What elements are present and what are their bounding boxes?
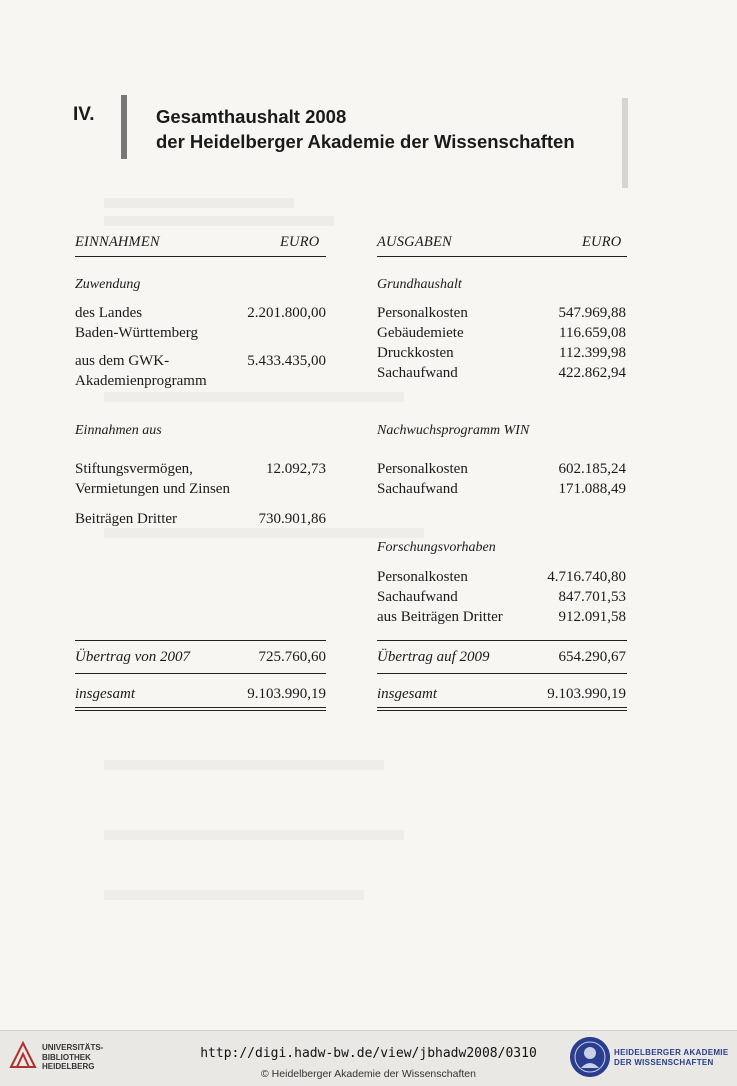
expenses-row-label: aus Beiträgen Dritter (377, 609, 503, 625)
expenses-total-value: 9.103.990,19 (547, 686, 626, 702)
income-section-other: Einnahmen aus (75, 423, 162, 438)
expenses-row-value: 847.701,53 (558, 589, 626, 605)
library-name-line: BIBLIOTHEK (42, 1052, 91, 1062)
section-number: IV. (73, 104, 95, 125)
income-row-label: Baden-Württemberg (75, 325, 199, 341)
bleed-through-line (104, 216, 334, 226)
expenses-section-win: Nachwuchsprogramm WIN (377, 423, 530, 438)
income-header-currency: EURO (280, 234, 320, 250)
income-total-value: 9.103.990,19 (247, 686, 326, 702)
page-title (156, 104, 575, 154)
section-bar (121, 95, 127, 159)
expenses-header-label: AUSGABEN (377, 234, 452, 250)
income-row-label: des Landes (75, 305, 143, 321)
expenses-row-label: Sachaufwand (377, 481, 458, 497)
bleed-through-line (104, 198, 294, 208)
academy-name (614, 1048, 728, 1068)
income-total-double-rule (75, 707, 326, 711)
income-total-label: insgesamt (75, 686, 135, 702)
income-row-label: Beiträgen Dritter (75, 511, 178, 527)
income-total-rule (75, 673, 326, 674)
expenses-total-double-rule (377, 707, 627, 711)
income-row-value: 12.092,73 (266, 461, 326, 477)
income-section-grant: Zuwendung (75, 277, 141, 292)
bleed-through-bar (622, 98, 628, 188)
income-carry-value: 725.760,60 (258, 649, 326, 665)
expenses-row-label: Gebäudemiete (377, 325, 464, 341)
expenses-total-label: insgesamt (377, 686, 437, 702)
library-name-line: HEIDELBERG (42, 1062, 95, 1071)
expenses-row-value: 547.969,88 (558, 305, 626, 321)
viewer-footer (0, 1030, 737, 1086)
income-row-label: Akademienprogramm (75, 373, 207, 389)
copyright-notice: © Heidelberger Akademie der Wissenschaften (261, 1068, 476, 1080)
income-row-label: aus dem GWK- (75, 353, 170, 369)
expenses-carry-rule (377, 640, 627, 641)
expenses-row-value: 171.088,49 (558, 481, 626, 497)
income-row-value: 730.901,86 (258, 511, 326, 527)
expenses-section-base: Grundhaushalt (377, 277, 462, 292)
bleed-through-line (104, 528, 424, 538)
bleed-through-line (104, 830, 404, 840)
academy-name-line: DER WISSENSCHAFTEN (614, 1058, 714, 1067)
expenses-row-value: 422.862,94 (558, 365, 626, 381)
academy-logo-icon (570, 1037, 610, 1077)
expenses-row-value: 912.091,58 (558, 609, 626, 625)
expenses-row-value: 112.399,98 (559, 345, 626, 361)
income-carry-label: Übertrag von 2007 (75, 649, 190, 665)
expenses-row-label: Sachaufwand (377, 365, 458, 381)
income-carry-rule (75, 640, 326, 641)
expenses-header-rule (377, 256, 627, 257)
income-row-value: 2.201.800,00 (247, 305, 326, 321)
income-row-label: Stiftungsvermögen, (75, 461, 193, 477)
income-row-label: Vermietungen und Zinsen (75, 481, 230, 497)
income-row-value: 5.433.435,00 (247, 353, 326, 369)
bleed-through-line (104, 392, 404, 402)
expenses-total-rule (377, 673, 627, 674)
expenses-row-label: Druckkosten (377, 345, 454, 361)
expenses-row-value: 116.659,08 (559, 325, 626, 341)
expenses-row-label: Personalkosten (377, 461, 468, 477)
title-line-2: der Heidelberger Akademie der Wissenschaften (156, 131, 575, 152)
title-line-1: Gesamthaushalt 2008 (156, 106, 347, 127)
expenses-row-label: Personalkosten (377, 305, 468, 321)
expenses-header-currency: EURO (582, 234, 622, 250)
bleed-through-line (104, 890, 364, 900)
expenses-row-label: Sachaufwand (377, 589, 458, 605)
expenses-row-value: 602.185,24 (558, 461, 626, 477)
bleed-through-line (104, 760, 384, 770)
academy-name-line: HEIDELBERGER AKADEMIE (614, 1048, 729, 1057)
expenses-carry-value: 654.290,67 (558, 649, 626, 665)
expenses-row-value: 4.716.740,80 (547, 569, 626, 585)
document-url-link[interactable]: http://digi.hadw-bw.de/view/jbhadw2008/0310 (200, 1046, 537, 1061)
income-header-label: EINNAHMEN (75, 234, 160, 250)
expenses-carry-label: Übertrag auf 2009 (377, 649, 490, 665)
income-header-rule (75, 256, 326, 257)
expenses-row-label: Personalkosten (377, 569, 468, 585)
expenses-section-research: Forschungsvorhaben (377, 540, 496, 555)
library-name-line: UNIVERSITÄTS- (42, 1043, 104, 1052)
